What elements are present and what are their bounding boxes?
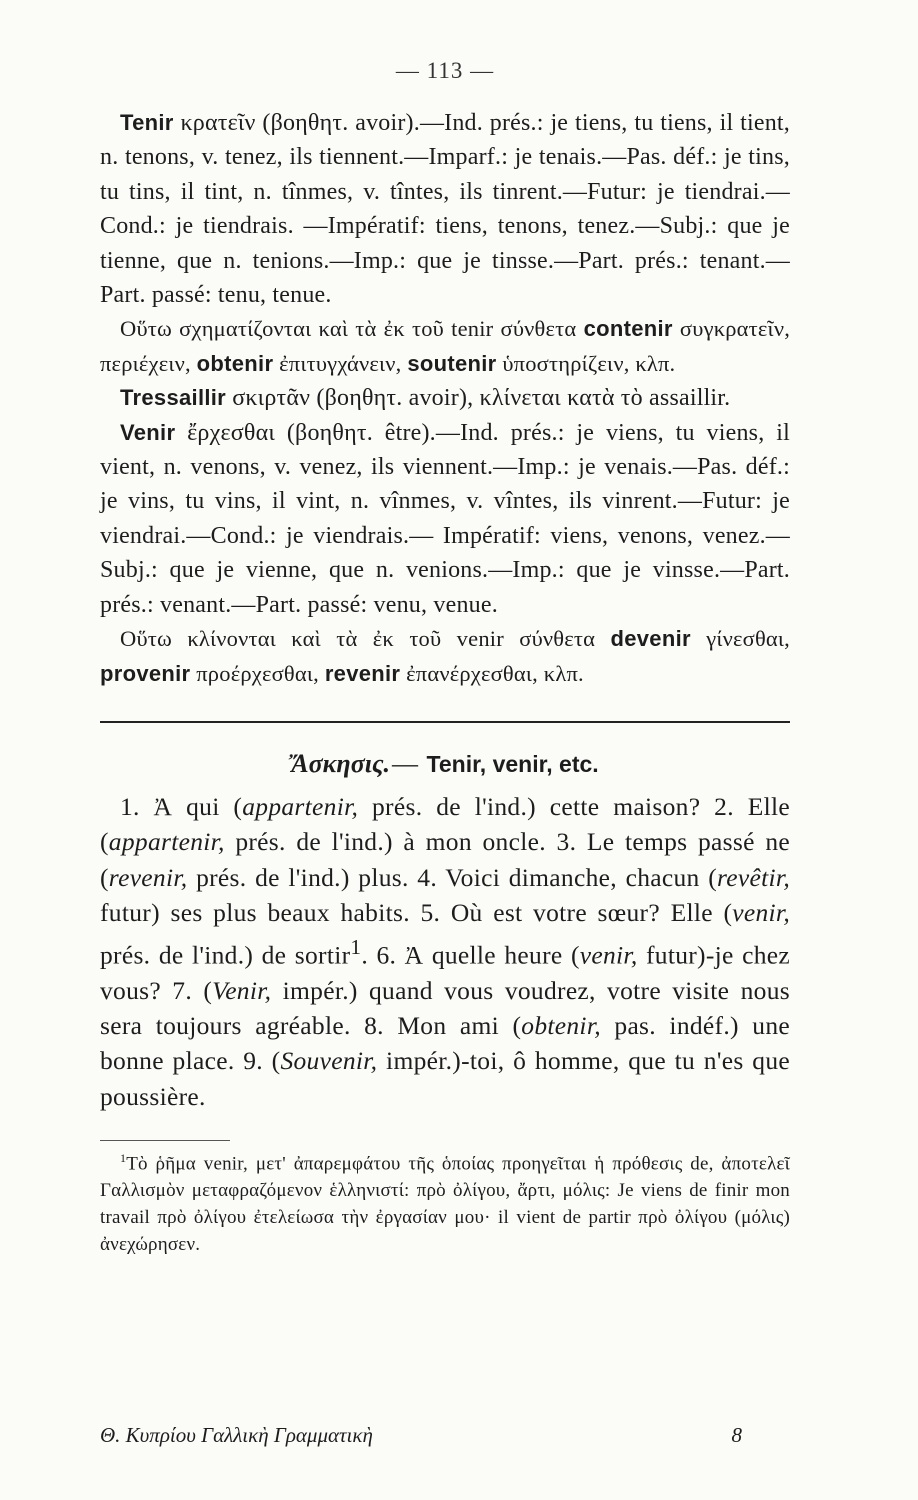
headword-tenir: Tenir (120, 110, 174, 135)
compound-revenir: revenir (324, 660, 401, 686)
signature-mark: 8 (731, 1423, 742, 1447)
compound-provenir: provenir (100, 660, 191, 686)
section-divider (100, 721, 790, 723)
compound-obtenir-translation: ἐπιτυγχάνειν, (279, 350, 402, 376)
compound-contenir: contenir (583, 316, 673, 342)
footer-book-title: Θ. Κυπρίου Γαλλικὴ Γραμματικὴ (100, 1423, 373, 1447)
footnote-marker: 1 (120, 1151, 127, 1166)
page-number: — 113 — (395, 58, 495, 83)
tenir-compounds-note (100, 312, 790, 381)
compound-contenir-translation: συγκρατεῖν, περιέχειν, (100, 316, 791, 376)
compound-soutenir: soutenir (407, 350, 497, 376)
entry-tenir (100, 106, 790, 312)
exercise-heading (100, 749, 790, 779)
footnote-divider (100, 1140, 230, 1141)
exercise-title-greek: Ἄσκησις. (291, 748, 391, 778)
entry-tressaillir-body: σκιρτᾶν (βοηθητ. avoir), κλίνεται κατὰ τὸ assaillir. (232, 385, 731, 412)
exercise-verb: venir, (579, 940, 638, 970)
footnote (100, 1145, 790, 1259)
exercise-verb: revêtir, (717, 862, 790, 892)
compound-obtenir: obtenir (196, 350, 274, 376)
exercise-fragment: 1. Ἀ qui ( (120, 791, 243, 821)
exercise-verb: obtenir, (521, 1011, 601, 1041)
compound-soutenir-translation: ὑποστηρίζειν, κλπ. (502, 350, 676, 376)
entry-venir (100, 416, 790, 622)
exercise-verb: venir, (732, 897, 790, 927)
exercise-title-dash: — (392, 748, 419, 778)
page-body (100, 58, 790, 1259)
compound-devenir-translation: γίνεσθαι, (706, 626, 790, 652)
exercise-fragment: prés. de l'ind.) cette maison? 2. Elle ( (100, 791, 790, 857)
exercise-verb: Souvenir, (280, 1046, 378, 1076)
exercise-fragment: pas. indéf.) une bonne place. 9. ( (100, 1011, 790, 1076)
exercise-fragment: impér.) quand vous voudrez, votre visite nous sera toujours agréable. 8. Mon ami ( (100, 975, 790, 1041)
page-footer (100, 1423, 790, 1448)
exercise-fragment: prés. de l'ind.) plus. 4. Voici dimanche, chacun ( (187, 862, 718, 892)
exercise-fragment: impér.)-toi, ô homme, que tu n'es que poussière. (100, 1046, 791, 1111)
venir-compounds-lead: Οὕτω κλίνονται καὶ τὰ ἐκ τοῦ venir σύνθετα (120, 626, 596, 652)
exercise-verb: Venir, (212, 975, 272, 1005)
entry-tressaillir (100, 381, 790, 415)
exercise-text (100, 789, 790, 1114)
exercise-verb: appartenir, (108, 827, 225, 857)
compound-provenir-translation: προέρχεσθαι, (196, 660, 319, 686)
headword-tressaillir: Tressaillir (120, 385, 227, 411)
compound-revenir-translation: ἐπανέρχεσθαι, κλπ. (406, 660, 584, 686)
tenir-compounds-lead: Οὕτω σχηματίζονται καὶ τὰ ἐκ τοῦ tenir σύνθετα (120, 316, 577, 342)
venir-compounds-note (100, 622, 790, 691)
exercise-title-french: Tenir, venir, etc. (426, 750, 599, 777)
compound-devenir: devenir (610, 626, 691, 652)
exercise-verb: revenir, (108, 862, 188, 892)
footnote-reference[interactable]: 1 (350, 935, 362, 960)
exercise-verb: appartenir, (242, 791, 359, 821)
headword-venir: Venir (120, 419, 176, 445)
entry-venir-body: ἔρχεσθαι (βοηθητ. être).—Ind. prés.: je viens, tu viens, il vient, n. venons, v. venez, ils viennent.—Imp.: je venais.—Pas. déf.: je vins, tu vins, il vint, n. vînmes, v. vîntes, ils vinrent.—Futur: je viendrai.—Cond.: je viendrais.— Impératif: viens, venons, venez.—Subj.: que je vienne, que n. venions.—Imp.: que je vinsse.—Part. prés.: venant.—Part. passé: venu, venue. (100, 419, 790, 618)
exercise-fragment: . 6. Ἀ quelle heure ( (361, 940, 580, 970)
exercise-fragment: prés. de l'ind.) de sortir (100, 940, 351, 970)
footnote-text: Τὸ ῥῆμα venir, μετ' ἀπαρεμφάτου τῆς ὁποίας προηγεῖται ἡ πρόθεσις de, ἀποτελεῖ Γαλλισμὸν μεταφραζόμενον ἑλληνιστί: πρὸ ὀλίγου, ἄρτι, μόλις: Je viens de finir mon travail πρὸ ὀλίγου ἐτελείωσα τὴν ἐργασίαν μου· il vient de partir πρὸ ὀλίγου (μόλις) ἀνεχώρησεν. (100, 1153, 790, 1255)
exercise-fragment: prés. de l'ind.) à mon oncle. 3. Le temps passé ne ( (100, 827, 790, 892)
entry-tenir-body: κρατεῖν (βοηθητ. avoir).—Ind. prés.: je tiens, tu tiens, il tient, n. tenons, v. tenez, ils tiennent.—Imparf.: je tenais.—Pas. déf.: je tins, tu tins, il tint, n. tînmes, v. tîntes, ils tinrent.—Futur: je tiendrai.—Cond.: je tiendrais. —Impératif: tiens, tenons, tenez.—Subj.: que je tienne, que n. tenions.—Imp.: que je tinsse.—Part. prés.: tenant.— Part. passé: tenu, tenue. (100, 110, 790, 309)
exercise-fragment: futur) ses plus beaux habits. 5. Où est votre sœur? Elle ( (100, 897, 733, 927)
exercise-fragment: futur)-je chez vous? 7. ( (100, 940, 790, 1005)
